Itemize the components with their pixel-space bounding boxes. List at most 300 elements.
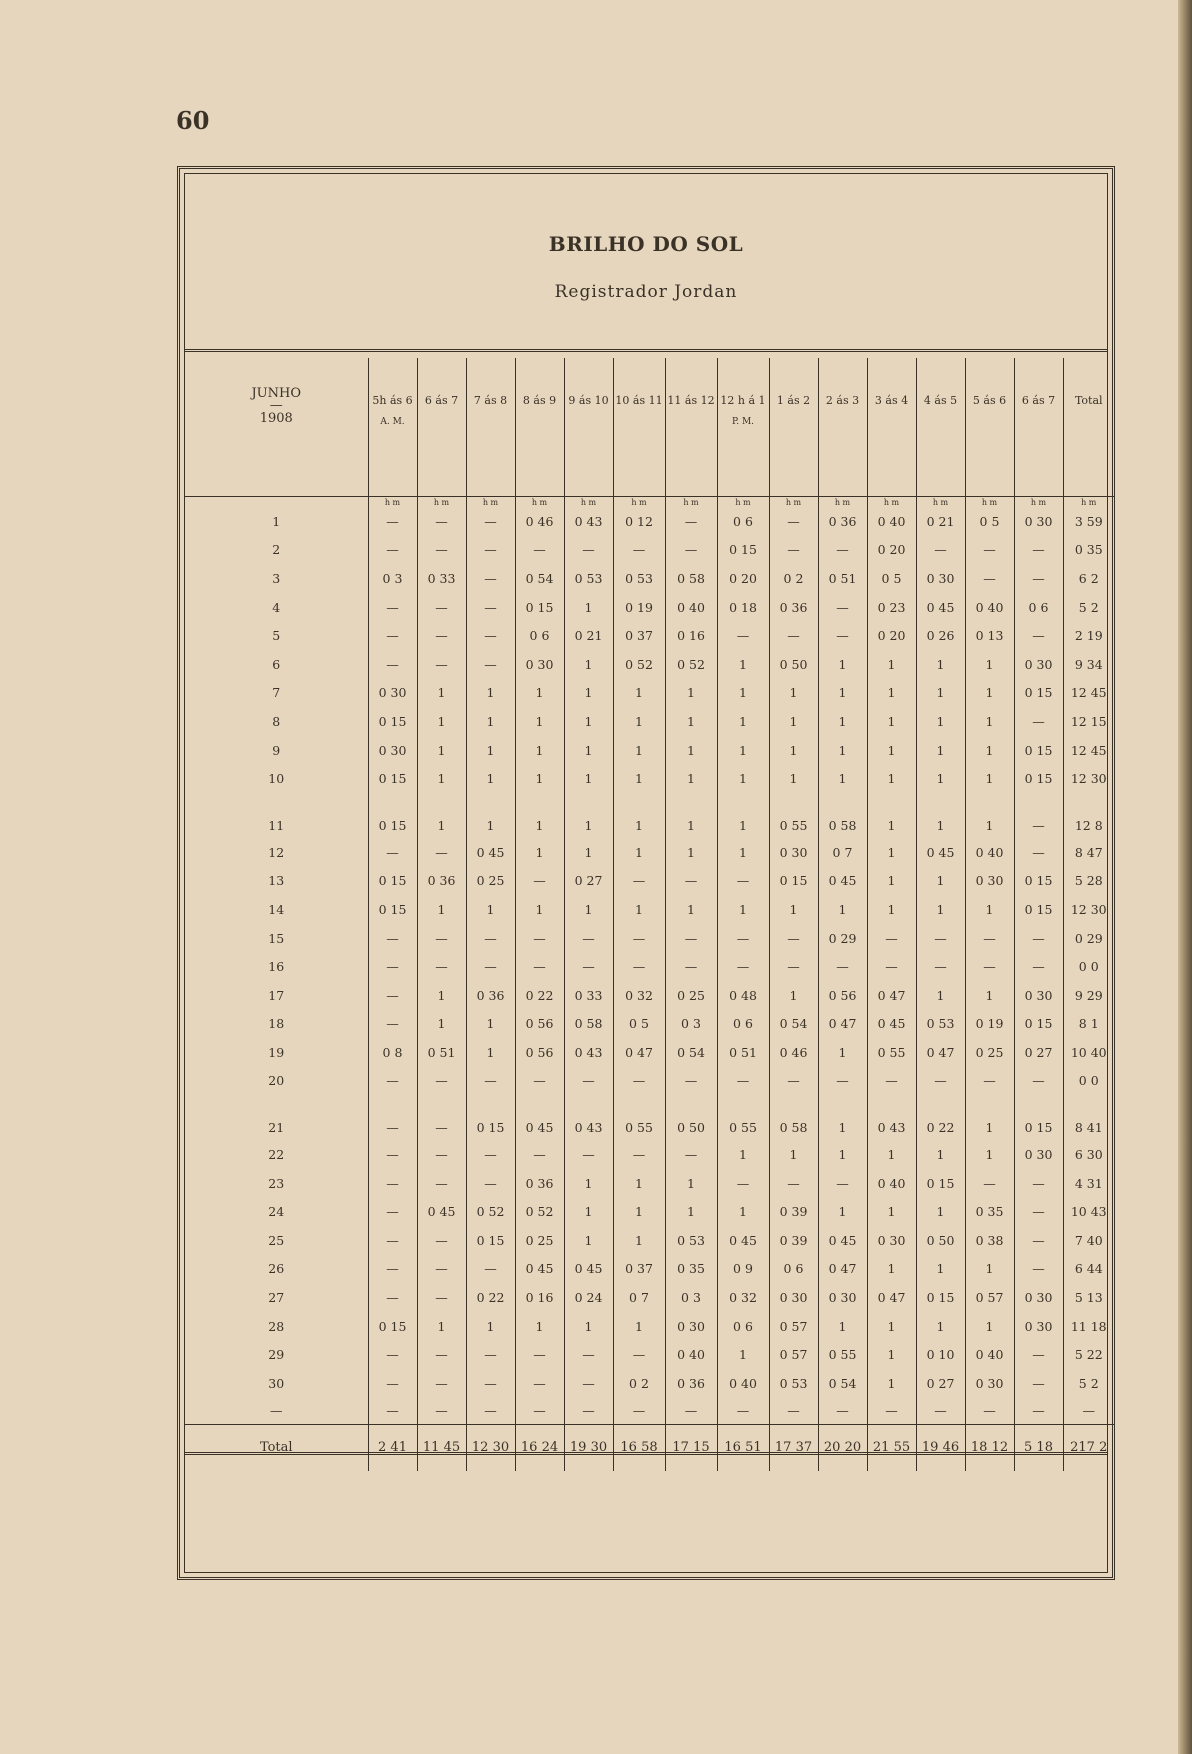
hour-cell: 1	[965, 707, 1014, 736]
hour-cell: 0 7	[613, 1283, 665, 1312]
hour-cell: 1	[769, 981, 818, 1010]
hour-cell: 0 32	[717, 1283, 769, 1312]
hour-cell: 0 27	[1014, 1038, 1063, 1067]
hour-cell: —	[368, 1369, 417, 1398]
hour-cell: 1	[564, 838, 613, 867]
row-total-cell: 12 30	[1063, 895, 1114, 924]
hour-cell: 0 40	[867, 507, 916, 536]
hour-cell: 0 47	[867, 1283, 916, 1312]
hour-cell: 1	[916, 1255, 965, 1284]
row-total-cell: 8 47	[1063, 838, 1114, 867]
day-cell: 27	[268, 1290, 285, 1306]
row-total-cell: 12 30	[1063, 764, 1114, 793]
hour-cell: —	[1014, 1398, 1063, 1425]
hour-cell: 1	[613, 707, 665, 736]
hour-cell: —	[417, 650, 466, 679]
total-cell: 217 2	[1063, 1424, 1114, 1471]
unit-label: h m	[1063, 497, 1114, 508]
hour-cell: —	[368, 1140, 417, 1169]
hour-cell: —	[417, 1067, 466, 1096]
hour-cell: 0 50	[769, 650, 818, 679]
row-total-cell: 6 30	[1063, 1140, 1114, 1169]
total-cell: 17 15	[665, 1424, 717, 1471]
hour-cell: —	[515, 1067, 564, 1096]
hour-cell: —	[965, 1169, 1014, 1198]
table-body	[185, 507, 1114, 1424]
column-header: 4 ás 5	[916, 358, 965, 497]
hour-cell: 0 56	[515, 1010, 564, 1039]
day-cell: 3	[272, 570, 281, 586]
hour-cell: —	[867, 1398, 916, 1425]
total-cell: 2 41	[368, 1424, 417, 1471]
hour-cell: 0 45	[466, 838, 515, 867]
hour-cell: 1	[916, 707, 965, 736]
row-total-cell: 5 28	[1063, 867, 1114, 896]
hour-cell: 1	[466, 764, 515, 793]
row-total-cell: 5 2	[1063, 1369, 1114, 1398]
day-cell: 10	[268, 771, 285, 787]
hour-cell: 0 36	[665, 1369, 717, 1398]
hour-cell: —	[916, 952, 965, 981]
hour-cell: 1	[916, 867, 965, 896]
hour-cell: —	[368, 1095, 417, 1140]
hour-cell: 1	[965, 764, 1014, 793]
hour-cell: —	[564, 924, 613, 953]
day-cell: 12	[268, 844, 285, 860]
hour-cell: 1	[515, 707, 564, 736]
hour-cell: 1	[564, 1169, 613, 1198]
hour-cell: 0 15	[1014, 679, 1063, 708]
table-row	[185, 1312, 1114, 1341]
hour-cell: —	[564, 952, 613, 981]
hour-cell: 0 5	[965, 507, 1014, 536]
column-header: 2 ás 3	[818, 358, 867, 497]
hour-cell: —	[417, 1226, 466, 1255]
hour-cell: 0 32	[613, 981, 665, 1010]
sunshine-table	[185, 358, 1114, 1471]
hour-cell: 0 23	[867, 593, 916, 622]
hour-cell: —	[466, 1398, 515, 1425]
hour-cell: —	[965, 1067, 1014, 1096]
total-label: Total	[185, 1424, 368, 1471]
hour-cell: 1	[515, 679, 564, 708]
table-row	[185, 679, 1114, 708]
hour-cell: 0 19	[613, 593, 665, 622]
hour-cell: 0 15	[368, 867, 417, 896]
hour-cell: 1	[818, 650, 867, 679]
hour-cell: 1	[916, 895, 965, 924]
table-row	[185, 838, 1114, 867]
hour-cell: 0 25	[466, 867, 515, 896]
hour-cell: 1	[417, 764, 466, 793]
hour-cell: —	[665, 867, 717, 896]
hour-cell: 1	[564, 679, 613, 708]
hour-cell: 0 54	[769, 1010, 818, 1039]
hour-cell: —	[466, 564, 515, 593]
hour-cell: 0 25	[965, 1038, 1014, 1067]
hour-cell: —	[665, 924, 717, 953]
hour-cell: 0 45	[417, 1197, 466, 1226]
total-cell: 18 12	[965, 1424, 1014, 1471]
hour-cell: —	[965, 564, 1014, 593]
hour-cell: 0 45	[818, 1226, 867, 1255]
hour-cell: —	[769, 1067, 818, 1096]
hour-cell: 1	[818, 895, 867, 924]
hour-cell: —	[665, 1398, 717, 1425]
hour-cell: —	[368, 1255, 417, 1284]
hour-cell: 1	[717, 650, 769, 679]
day-cell: 22	[268, 1147, 285, 1163]
hour-cell: 0 53	[916, 1010, 965, 1039]
hour-cell: 1	[613, 679, 665, 708]
hour-cell: 0 58	[818, 793, 867, 838]
hour-cell: 0 47	[867, 981, 916, 1010]
hour-cell: 1	[769, 1140, 818, 1169]
hour-cell: 1	[613, 793, 665, 838]
hour-cell: 0 24	[564, 1283, 613, 1312]
hour-cell: 0 2	[769, 564, 818, 593]
hour-cell: 0 20	[717, 564, 769, 593]
hour-cell: 0 15	[916, 1169, 965, 1198]
hour-cell: 0 30	[1014, 1312, 1063, 1341]
hour-cell: 1	[515, 793, 564, 838]
hour-cell: 0 15	[466, 1226, 515, 1255]
hour-cell: —	[368, 507, 417, 536]
hour-cell: —	[417, 593, 466, 622]
hour-cell: 1	[466, 1010, 515, 1039]
hour-cell: —	[368, 650, 417, 679]
row-total-cell: 10 43	[1063, 1197, 1114, 1226]
hour-cell: 1	[665, 793, 717, 838]
hour-cell: 0 10	[916, 1340, 965, 1369]
day-cell: 19	[268, 1044, 285, 1060]
hour-cell: 1	[769, 707, 818, 736]
hour-cell: 1	[916, 793, 965, 838]
hour-cell: 1	[417, 895, 466, 924]
hour-cell: 1	[665, 1169, 717, 1198]
day-cell: 25	[268, 1232, 285, 1248]
hour-cell: 0 33	[564, 981, 613, 1010]
total-cell: 19 46	[916, 1424, 965, 1471]
hour-cell: 1	[466, 736, 515, 765]
hour-cell: 0 6	[515, 621, 564, 650]
hour-cell: —	[564, 1398, 613, 1425]
hour-cell: —	[613, 952, 665, 981]
hour-cell: 1	[466, 707, 515, 736]
table-row	[185, 793, 1114, 838]
hour-cell: —	[1014, 924, 1063, 953]
hour-cell: 0 22	[515, 981, 564, 1010]
hour-cell: 0 15	[515, 593, 564, 622]
hour-cell: 1	[564, 793, 613, 838]
hour-cell: 0 46	[515, 507, 564, 536]
hour-cell: 0 30	[867, 1226, 916, 1255]
unit-label: h m	[867, 497, 916, 508]
hour-cell: 0 15	[368, 793, 417, 838]
table-row	[185, 621, 1114, 650]
hour-cell: 0 36	[417, 867, 466, 896]
year-label: 1908	[259, 411, 293, 426]
row-total-cell: 10 40	[1063, 1038, 1114, 1067]
hour-cell: 0 20	[867, 536, 916, 565]
hour-cell: 0 47	[613, 1038, 665, 1067]
hour-cell: 1	[965, 1255, 1014, 1284]
hour-cell: 1	[417, 1312, 466, 1341]
hour-cell: 0 51	[717, 1038, 769, 1067]
hour-cell: 0 9	[717, 1255, 769, 1284]
hour-cell: 1	[916, 1140, 965, 1169]
hour-cell: 0 6	[1014, 593, 1063, 622]
hour-cell: 0 15	[368, 764, 417, 793]
hour-cell: —	[769, 507, 818, 536]
hour-cell: —	[368, 536, 417, 565]
hour-cell: 1	[564, 736, 613, 765]
hour-cell: 1	[916, 981, 965, 1010]
hour-cell: 0 43	[564, 1095, 613, 1140]
hour-cell: 0 54	[515, 564, 564, 593]
table-title: BRILHO DO SOL	[548, 232, 744, 256]
day-cell: 2	[272, 542, 281, 558]
hour-cell: 1	[965, 736, 1014, 765]
total-cell: 17 37	[769, 1424, 818, 1471]
hour-cell: —	[417, 536, 466, 565]
hour-cell: 0 37	[613, 621, 665, 650]
hour-cell: —	[1014, 1226, 1063, 1255]
hour-cell: 1	[613, 736, 665, 765]
row-total-cell: 0 29	[1063, 924, 1114, 953]
hour-cell: —	[368, 1010, 417, 1039]
hour-cell: 0 21	[916, 507, 965, 536]
hour-cell: 0 18	[717, 593, 769, 622]
hour-cell: 1	[916, 736, 965, 765]
hour-cell: 0 19	[965, 1010, 1014, 1039]
table-row	[185, 1340, 1114, 1369]
hour-cell: 0 52	[515, 1197, 564, 1226]
hour-cell: 0 5	[867, 564, 916, 593]
hour-cell: —	[368, 838, 417, 867]
hour-cell: —	[769, 536, 818, 565]
hour-cell: —	[515, 536, 564, 565]
hour-cell: 0 50	[665, 1095, 717, 1140]
hour-cell: 0 53	[613, 564, 665, 593]
hour-cell: 1	[818, 1197, 867, 1226]
hour-cell: —	[1014, 1255, 1063, 1284]
hour-cell: 1	[613, 838, 665, 867]
hour-cell: 1	[613, 1312, 665, 1341]
row-total-cell: 12 45	[1063, 736, 1114, 765]
hour-cell: —	[515, 1369, 564, 1398]
unit-label: h m	[564, 497, 613, 508]
hour-cell: 1	[717, 1140, 769, 1169]
hour-cell: 1	[613, 1169, 665, 1198]
row-total-cell: 5 13	[1063, 1283, 1114, 1312]
unit-label: h m	[965, 497, 1014, 508]
hour-cell: 1	[717, 679, 769, 708]
hour-cell: —	[564, 1140, 613, 1169]
hour-cell: 0 50	[916, 1226, 965, 1255]
hour-cell: 0 15	[368, 1312, 417, 1341]
hour-cell: —	[665, 1140, 717, 1169]
total-cell: 19 30	[564, 1424, 613, 1471]
hour-cell: 0 12	[613, 507, 665, 536]
day-cell: 8	[272, 713, 281, 729]
hour-cell: 0 30	[368, 736, 417, 765]
hour-cell: 0 55	[769, 793, 818, 838]
hour-cell: —	[916, 536, 965, 565]
hour-cell: —	[417, 1169, 466, 1198]
hour-cell: —	[717, 924, 769, 953]
hour-cell: —	[417, 1095, 466, 1140]
hour-cell: 1	[818, 764, 867, 793]
hour-cell: —	[717, 1398, 769, 1425]
hour-cell: 1	[564, 650, 613, 679]
hour-cell: —	[515, 1398, 564, 1425]
hour-cell: 1	[965, 1312, 1014, 1341]
day-cell: 13	[268, 873, 285, 889]
hour-cell: —	[769, 1169, 818, 1198]
hour-cell: 1	[717, 895, 769, 924]
hour-cell: 1	[665, 736, 717, 765]
hour-cell: 0 40	[717, 1369, 769, 1398]
day-cell: 7	[272, 685, 281, 701]
day-cell: 16	[268, 959, 285, 975]
total-cell: 16 58	[613, 1424, 665, 1471]
hour-cell: —	[613, 1398, 665, 1425]
hour-cell: —	[417, 1398, 466, 1425]
hour-cell: 1	[613, 1197, 665, 1226]
hour-cell: 0 38	[965, 1226, 1014, 1255]
hour-cell: 1	[417, 793, 466, 838]
hour-cell: 1	[916, 1312, 965, 1341]
page-number: 60	[176, 106, 210, 135]
hour-cell: —	[466, 1255, 515, 1284]
table-row	[185, 952, 1114, 981]
hour-cell: 1	[769, 679, 818, 708]
hour-cell: —	[916, 1067, 965, 1096]
hour-cell: 1	[613, 1226, 665, 1255]
row-total-cell: 12 45	[1063, 679, 1114, 708]
hour-cell: 1	[867, 764, 916, 793]
am-note: A. M.	[380, 417, 405, 427]
hour-cell: 0 51	[417, 1038, 466, 1067]
hour-cell: 0 58	[665, 564, 717, 593]
row-total-cell: 11 18	[1063, 1312, 1114, 1341]
hour-cell: —	[368, 952, 417, 981]
hour-cell: 0 15	[1014, 895, 1063, 924]
hour-cell: —	[769, 924, 818, 953]
table-row	[185, 736, 1114, 765]
hour-cell: —	[1014, 1369, 1063, 1398]
total-cell: 5 18	[1014, 1424, 1063, 1471]
hour-cell: —	[818, 952, 867, 981]
hour-cell: 1	[867, 707, 916, 736]
hour-cell: —	[613, 867, 665, 896]
hour-cell: —	[368, 924, 417, 953]
hour-cell: —	[818, 536, 867, 565]
table-row	[185, 1226, 1114, 1255]
hour-cell: —	[368, 593, 417, 622]
table-row	[185, 564, 1114, 593]
hour-cell: 1	[515, 1312, 564, 1341]
hour-cell: 0 39	[769, 1226, 818, 1255]
hour-cell: 1	[717, 793, 769, 838]
hour-cell: 0 45	[515, 1095, 564, 1140]
hour-cell: 0 30	[665, 1312, 717, 1341]
hour-cell: 1	[769, 764, 818, 793]
row-total-cell: 5 2	[1063, 593, 1114, 622]
hour-cell: 0 52	[466, 1197, 515, 1226]
hour-cell: —	[613, 1140, 665, 1169]
hour-cell: 0 15	[368, 707, 417, 736]
hour-cell: 1	[867, 1340, 916, 1369]
day-cell: 1	[272, 513, 281, 529]
hour-cell: 0 30	[1014, 507, 1063, 536]
hour-cell: —	[466, 593, 515, 622]
day-cell: 30	[268, 1375, 285, 1391]
column-header: 8 ás 9	[515, 358, 564, 497]
hour-cell: 1	[867, 650, 916, 679]
hour-cell: —	[867, 924, 916, 953]
hour-cell: 1	[466, 895, 515, 924]
hour-cell: —	[515, 867, 564, 896]
hour-cell: 0 45	[867, 1010, 916, 1039]
hour-cell: 0 45	[916, 838, 965, 867]
hour-cell: —	[1014, 1197, 1063, 1226]
hour-cell: —	[466, 507, 515, 536]
hour-cell: 0 43	[564, 507, 613, 536]
hour-cell: —	[466, 1140, 515, 1169]
table-row	[185, 867, 1114, 896]
hour-cell: —	[368, 621, 417, 650]
hour-cell: 0 40	[965, 838, 1014, 867]
hour-cell: —	[769, 952, 818, 981]
hour-cell: 0 6	[769, 1255, 818, 1284]
total-cell: 20 20	[818, 1424, 867, 1471]
day-cell: 20	[268, 1073, 285, 1089]
hour-cell: 1	[466, 1038, 515, 1067]
hour-cell: 0 57	[769, 1312, 818, 1341]
hour-cell: 0 39	[769, 1197, 818, 1226]
hour-cell: 1	[665, 764, 717, 793]
hour-cell: 0 33	[417, 564, 466, 593]
row-total-cell: 0 0	[1063, 1067, 1114, 1096]
hour-cell: 0 3	[368, 564, 417, 593]
unit-label: h m	[613, 497, 665, 508]
hour-cell: 1	[717, 1340, 769, 1369]
hour-cell: 0 40	[965, 1340, 1014, 1369]
day-cell: 4	[272, 599, 281, 615]
table-row	[185, 1067, 1114, 1096]
hour-cell: —	[613, 1067, 665, 1096]
unit-label: h m	[916, 497, 965, 508]
unit-label: h m	[818, 497, 867, 508]
hour-cell: 0 48	[717, 981, 769, 1010]
hour-cell: —	[1014, 793, 1063, 838]
hour-cell: 1	[665, 707, 717, 736]
hour-cell: —	[466, 1340, 515, 1369]
table-row	[185, 507, 1114, 536]
hour-cell: 1	[466, 1312, 515, 1341]
hour-cell: —	[965, 1398, 1014, 1425]
hour-cell: 1	[867, 867, 916, 896]
hour-cell: —	[1014, 707, 1063, 736]
hour-cell: 1	[867, 895, 916, 924]
table-row	[185, 1010, 1114, 1039]
hour-cell: 1	[717, 764, 769, 793]
hour-cell: 0 52	[613, 650, 665, 679]
hour-cell: 1	[515, 895, 564, 924]
hour-cell: —	[818, 1067, 867, 1096]
